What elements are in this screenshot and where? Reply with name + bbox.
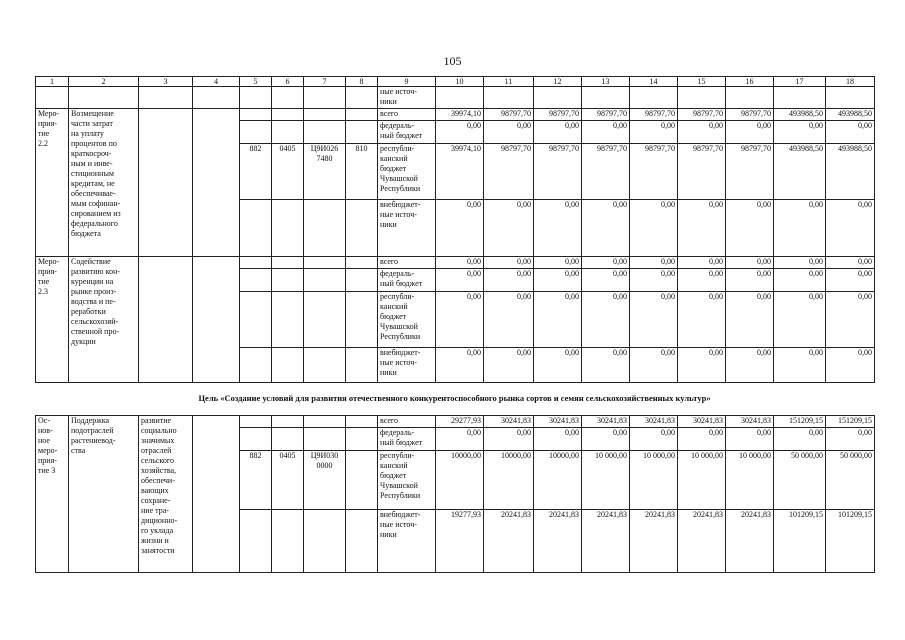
column-number: 11	[484, 77, 534, 87]
funding-source: федераль- ный бюджет	[378, 269, 436, 292]
table-row	[36, 416, 875, 428]
code-cell-empty	[272, 416, 304, 428]
code-cell-empty	[272, 269, 304, 292]
grbs-code: 882	[240, 144, 272, 200]
empty-cell	[726, 87, 774, 109]
code-cell-empty	[240, 416, 272, 428]
amount-cell: 0,00	[678, 257, 726, 269]
rzpr-code: 0405	[272, 144, 304, 200]
code-cell-empty	[272, 121, 304, 144]
amount-cell: 0,00	[436, 200, 484, 257]
vr-code	[346, 451, 378, 510]
amount-cell: 0,00	[826, 428, 875, 451]
code-cell-empty	[346, 348, 378, 383]
amount-cell: 0,00	[630, 348, 678, 383]
amount-cell: 98797,70	[484, 144, 534, 200]
amount-cell: 0,00	[582, 200, 630, 257]
amount-cell: 30241,83	[582, 416, 630, 428]
amount-cell: 20241,83	[726, 510, 774, 573]
column-number: 17	[774, 77, 826, 87]
funding-source: всего	[378, 109, 436, 121]
amount-cell: 0,00	[826, 269, 875, 292]
code-cell-empty	[240, 348, 272, 383]
measure-name: Возмещение части затрат на уплату процентов по краткосроч- ным и инве- стиционным кредитам, не обеспечивае- мым софинан- сированием из федерального бюджета	[69, 109, 139, 257]
amount-cell: 0,00	[678, 428, 726, 451]
amount-cell: 98797,70	[582, 144, 630, 200]
csr-code: Ц9И026 7480	[304, 144, 346, 200]
amount-cell: 0,00	[726, 348, 774, 383]
amount-cell: 0,00	[630, 257, 678, 269]
code-cell-empty	[240, 121, 272, 144]
amount-cell: 493988,50	[774, 144, 826, 200]
code-cell-empty	[272, 109, 304, 121]
coexecutor-cell	[193, 416, 240, 573]
amount-cell: 493988,50	[826, 109, 875, 121]
amount-cell: 98797,70	[582, 109, 630, 121]
amount-cell: 0,00	[726, 428, 774, 451]
empty-cell	[193, 87, 240, 109]
column-number: 10	[436, 77, 484, 87]
funding-source: всего	[378, 416, 436, 428]
amount-cell: 0,00	[826, 348, 875, 383]
amount-cell: 10000,00	[534, 451, 582, 510]
amount-cell: 0,00	[534, 200, 582, 257]
grbs-code: 882	[240, 451, 272, 510]
empty-cell	[582, 87, 630, 109]
code-cell-empty	[304, 109, 346, 121]
code-cell-empty	[304, 200, 346, 257]
column-number: 6	[272, 77, 304, 87]
code-cell-empty	[304, 510, 346, 573]
code-cell-empty	[272, 348, 304, 383]
code-cell-empty	[304, 416, 346, 428]
amount-cell: 493988,50	[826, 144, 875, 200]
code-cell-empty	[304, 269, 346, 292]
amount-cell: 0,00	[436, 348, 484, 383]
code-cell-empty	[346, 257, 378, 269]
amount-cell: 0,00	[484, 269, 534, 292]
amount-cell: 98797,70	[630, 144, 678, 200]
amount-cell: 0,00	[484, 121, 534, 144]
amount-cell: 0,00	[534, 292, 582, 348]
code-cell-empty	[346, 428, 378, 451]
amount-cell: 0,00	[484, 200, 534, 257]
empty-cell	[484, 87, 534, 109]
amount-cell: 19277,93	[436, 510, 484, 573]
amount-cell: 0,00	[726, 200, 774, 257]
amount-cell: 10 000,00	[726, 451, 774, 510]
amount-cell: 0,00	[534, 428, 582, 451]
code-cell-empty	[240, 428, 272, 451]
empty-cell	[36, 87, 69, 109]
amount-cell: 0,00	[630, 428, 678, 451]
budget-table-lower	[35, 415, 875, 573]
code-cell-empty	[346, 109, 378, 121]
amount-cell: 0,00	[582, 257, 630, 269]
amount-cell: 30241,83	[630, 416, 678, 428]
empty-cell	[534, 87, 582, 109]
amount-cell: 30241,83	[678, 416, 726, 428]
amount-cell: 10000,00	[484, 451, 534, 510]
funding-source: федераль- ный бюджет	[378, 121, 436, 144]
amount-cell: 20241,83	[582, 510, 630, 573]
amount-cell: 10 000,00	[582, 451, 630, 510]
table-row	[36, 257, 875, 269]
amount-cell: 0,00	[774, 292, 826, 348]
amount-cell: 0,00	[484, 348, 534, 383]
column-number: 2	[69, 77, 139, 87]
code-cell-empty	[272, 510, 304, 573]
empty-cell	[69, 87, 139, 109]
funding-source: внебюджет- ные источ- ники	[378, 200, 436, 257]
amount-cell: 0,00	[436, 428, 484, 451]
empty-cell	[826, 87, 875, 109]
code-cell-empty	[346, 269, 378, 292]
amount-cell: 0,00	[726, 121, 774, 144]
code-cell-empty	[240, 200, 272, 257]
amount-cell: 98797,70	[534, 109, 582, 121]
code-cell-empty	[304, 428, 346, 451]
funding-source: ные источ- ники	[378, 87, 436, 109]
amount-cell: 29277,93	[436, 416, 484, 428]
vr-code	[346, 292, 378, 348]
code-cell-empty	[272, 200, 304, 257]
amount-cell: 0,00	[436, 269, 484, 292]
amount-cell: 10 000,00	[678, 451, 726, 510]
amount-cell: 98797,70	[484, 109, 534, 121]
code-cell-empty	[304, 121, 346, 144]
amount-cell: 20241,83	[630, 510, 678, 573]
funding-source: республи- канский бюджет Чувашской Республики	[378, 144, 436, 200]
funding-source: внебюджет- ные источ- ники	[378, 348, 436, 383]
amount-cell: 0,00	[534, 348, 582, 383]
column-number: 13	[582, 77, 630, 87]
amount-cell: 0,00	[436, 292, 484, 348]
amount-cell: 0,00	[774, 428, 826, 451]
csr-code: Ц9И030 0000	[304, 451, 346, 510]
amount-cell: 20241,83	[678, 510, 726, 573]
amount-cell: 0,00	[678, 200, 726, 257]
code-cell-empty	[346, 200, 378, 257]
amount-cell: 0,00	[826, 257, 875, 269]
amount-cell: 0,00	[484, 257, 534, 269]
amount-cell: 20241,83	[534, 510, 582, 573]
code-cell-empty	[272, 428, 304, 451]
amount-cell: 0,00	[630, 121, 678, 144]
amount-cell: 0,00	[726, 257, 774, 269]
amount-cell: 30241,83	[726, 416, 774, 428]
grbs-code	[240, 292, 272, 348]
table-row	[36, 109, 875, 121]
column-number: 4	[193, 77, 240, 87]
amount-cell: 0,00	[484, 428, 534, 451]
amount-cell: 151209,15	[826, 416, 875, 428]
vr-code: 810	[346, 144, 378, 200]
code-cell-empty	[346, 121, 378, 144]
amount-cell: 98797,70	[534, 144, 582, 200]
amount-cell: 493988,50	[774, 109, 826, 121]
amount-cell: 151209,15	[774, 416, 826, 428]
column-number: 5	[240, 77, 272, 87]
amount-cell: 98797,70	[678, 144, 726, 200]
column-number: 3	[139, 77, 193, 87]
amount-cell: 0,00	[678, 269, 726, 292]
amount-cell: 0,00	[826, 292, 875, 348]
target-cell	[139, 257, 193, 383]
amount-cell: 30241,83	[484, 416, 534, 428]
measure-code: Меро- прия- тие 2.2	[36, 109, 69, 257]
amount-cell: 0,00	[534, 269, 582, 292]
amount-cell: 98797,70	[630, 109, 678, 121]
empty-cell	[272, 87, 304, 109]
amount-cell: 0,00	[774, 257, 826, 269]
empty-cell	[436, 87, 484, 109]
code-cell-empty	[304, 348, 346, 383]
column-number: 7	[304, 77, 346, 87]
column-number: 12	[534, 77, 582, 87]
header-row	[36, 77, 875, 87]
column-number: 14	[630, 77, 678, 87]
code-cell-empty	[346, 510, 378, 573]
coexecutor-cell	[193, 109, 240, 257]
empty-cell	[346, 87, 378, 109]
code-cell-empty	[346, 416, 378, 428]
empty-cell	[139, 87, 193, 109]
funding-source: республи- канский бюджет Чувашской Республики	[378, 451, 436, 510]
empty-cell	[678, 87, 726, 109]
measure-name: Содействие развитию кон- куренции на рынке произ- водства и пе- реработки сельскохозяй- ственной про- дукции	[69, 257, 139, 383]
empty-cell	[304, 87, 346, 109]
amount-cell: 0,00	[630, 269, 678, 292]
funding-source: республи- канский бюджет Чувашской Республики	[378, 292, 436, 348]
amount-cell: 0,00	[534, 257, 582, 269]
amount-cell: 0,00	[826, 121, 875, 144]
amount-cell: 98797,70	[678, 109, 726, 121]
amount-cell: 0,00	[582, 428, 630, 451]
target-cell: развитие социально значимых отраслей сельского хозяйства, обеспечи- вающих сохране- ние тра- диционно- го уклада жизни и занятости	[139, 416, 193, 573]
code-cell-empty	[240, 510, 272, 573]
column-number: 9	[378, 77, 436, 87]
funding-source: внебюджет- ные источ- ники	[378, 510, 436, 573]
funding-source: федераль- ный бюджет	[378, 428, 436, 451]
column-number: 1	[36, 77, 69, 87]
amount-cell: 0,00	[726, 292, 774, 348]
rzpr-code: 0405	[272, 451, 304, 510]
column-number: 16	[726, 77, 774, 87]
empty-cell	[630, 87, 678, 109]
code-cell-empty	[240, 109, 272, 121]
code-cell-empty	[240, 269, 272, 292]
amount-cell: 20241,83	[484, 510, 534, 573]
amount-cell: 0,00	[534, 121, 582, 144]
amount-cell: 0,00	[774, 348, 826, 383]
column-number: 18	[826, 77, 875, 87]
target-cell	[139, 109, 193, 257]
code-cell-empty	[304, 257, 346, 269]
amount-cell: 0,00	[678, 121, 726, 144]
measure-name: Поддержка подотраслей растениевод- ства	[69, 416, 139, 573]
rzpr-code	[272, 292, 304, 348]
measure-code: Ос- нов- ное меро- прия- тие 3	[36, 416, 69, 573]
amount-cell: 0,00	[582, 292, 630, 348]
amount-cell: 0,00	[678, 348, 726, 383]
continuation-row	[36, 87, 875, 109]
goal-heading: Цель «Создание условий для развития отечественного конкурентоспособного рынка сортов и семян сельскохозяйственных культур»	[198, 393, 711, 403]
amount-cell: 10000,00	[436, 451, 484, 510]
code-cell-empty	[272, 257, 304, 269]
amount-cell: 50 000,00	[826, 451, 875, 510]
amount-cell: 101209,15	[826, 510, 875, 573]
amount-cell: 0,00	[774, 200, 826, 257]
column-number: 8	[346, 77, 378, 87]
amount-cell: 0,00	[774, 269, 826, 292]
code-cell-empty	[240, 257, 272, 269]
amount-cell: 98797,70	[726, 144, 774, 200]
amount-cell: 98797,70	[726, 109, 774, 121]
amount-cell: 0,00	[678, 292, 726, 348]
csr-code	[304, 292, 346, 348]
amount-cell: 0,00	[484, 292, 534, 348]
amount-cell: 0,00	[774, 121, 826, 144]
amount-cell: 0,00	[582, 269, 630, 292]
measure-code: Меро- прия- тие 2.3	[36, 257, 69, 383]
empty-cell	[774, 87, 826, 109]
amount-cell: 30241,83	[534, 416, 582, 428]
empty-cell	[240, 87, 272, 109]
amount-cell: 39974,10	[436, 109, 484, 121]
amount-cell: 0,00	[436, 121, 484, 144]
amount-cell: 0,00	[630, 200, 678, 257]
column-number: 15	[678, 77, 726, 87]
amount-cell: 0,00	[582, 348, 630, 383]
amount-cell: 0,00	[726, 269, 774, 292]
amount-cell: 0,00	[436, 257, 484, 269]
amount-cell: 101209,15	[774, 510, 826, 573]
amount-cell: 50 000,00	[774, 451, 826, 510]
page-number: 105	[443, 54, 462, 68]
amount-cell: 39974,10	[436, 144, 484, 200]
amount-cell: 0,00	[630, 292, 678, 348]
amount-cell: 0,00	[826, 200, 875, 257]
amount-cell: 0,00	[582, 121, 630, 144]
amount-cell: 10 000,00	[630, 451, 678, 510]
funding-source: всего	[378, 257, 436, 269]
budget-table-upper	[35, 76, 875, 383]
coexecutor-cell	[193, 257, 240, 383]
